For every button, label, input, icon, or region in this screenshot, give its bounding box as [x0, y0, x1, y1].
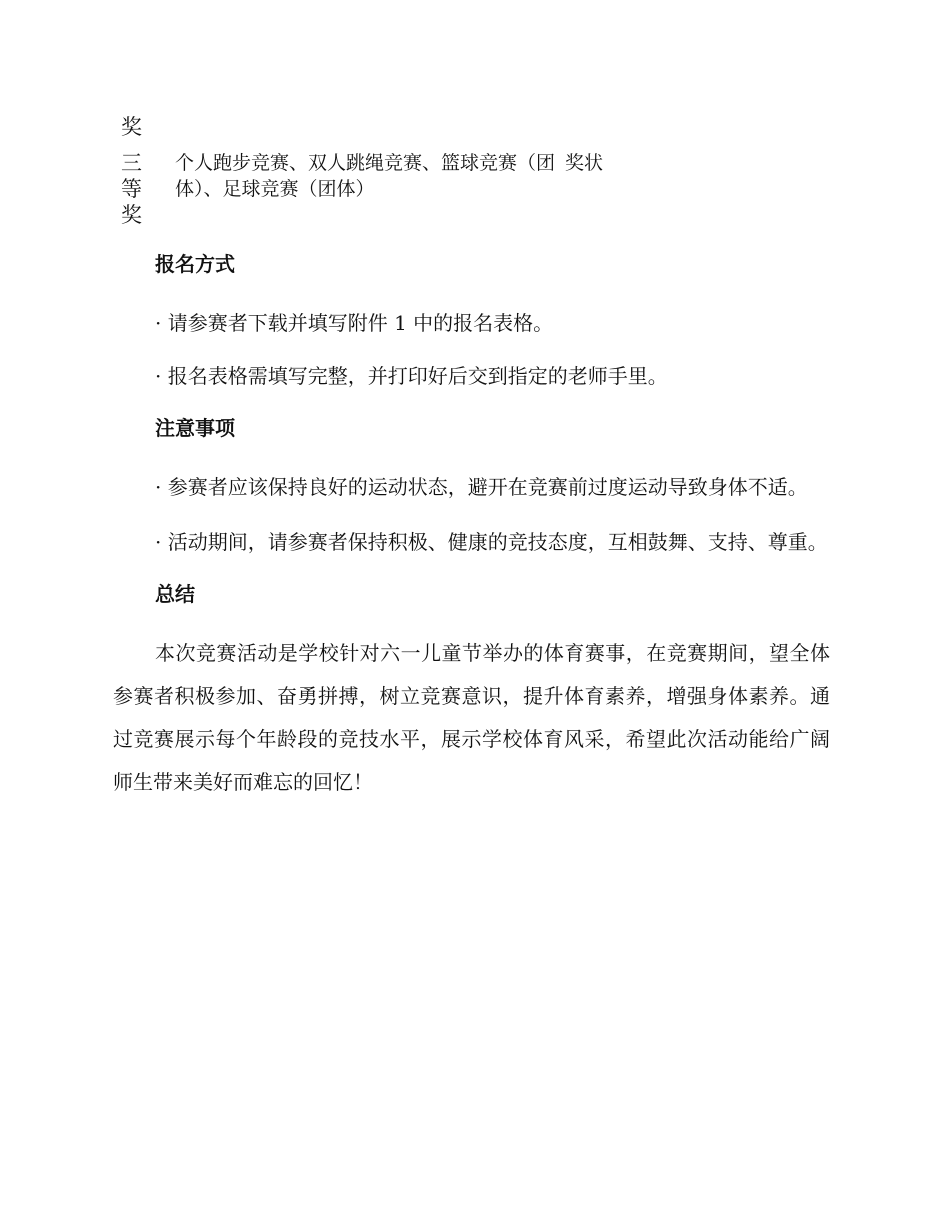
award-events-cell: 个人跑步竞赛、双人跳绳竞赛、篮球竞赛（团体）、足球竞赛（团体）	[175, 152, 556, 200]
notes-item: · 参赛者应该保持良好的运动状态，避开在竞赛前过度运动导致身体不适。	[155, 475, 808, 499]
award-table	[113, 114, 733, 228]
award-level-char: 等	[121, 177, 142, 201]
previous-row-tail: 奖	[121, 115, 142, 139]
registration-item: · 报名表格需填写完整，并打印好后交到指定的老师手里。	[155, 364, 668, 388]
third-prize-row	[113, 150, 733, 228]
registration-item: · 请参赛者下载并填写附件 1 中的报名表格。	[155, 311, 554, 335]
award-level-cell	[113, 150, 151, 228]
registration-heading: 报名方式	[155, 252, 235, 276]
document-body	[113, 246, 830, 816]
notes-item: · 活动期间，请参赛者保持积极、健康的竞技态度，互相鼓舞、支持、尊重。	[155, 530, 828, 554]
summary-heading: 总结	[155, 582, 195, 606]
award-level-char: 奖	[121, 203, 142, 227]
summary-paragraph: 本次竞赛活动是学校针对六一儿童节举办的体育赛事，在竞赛期间，望全体参赛者积极参加、奋勇拼搏，树立竞赛意识，提升体育素养，增强身体素养。通过竞赛展示每个年龄段的竞技水平，展示学校体育风采，希望此次活动能给广阔师生带来美好而难忘的回忆！	[113, 641, 830, 794]
notes-heading: 注意事项	[155, 416, 235, 440]
award-prize-cell: 奖状	[565, 152, 604, 174]
award-level-char: 三	[121, 151, 142, 175]
